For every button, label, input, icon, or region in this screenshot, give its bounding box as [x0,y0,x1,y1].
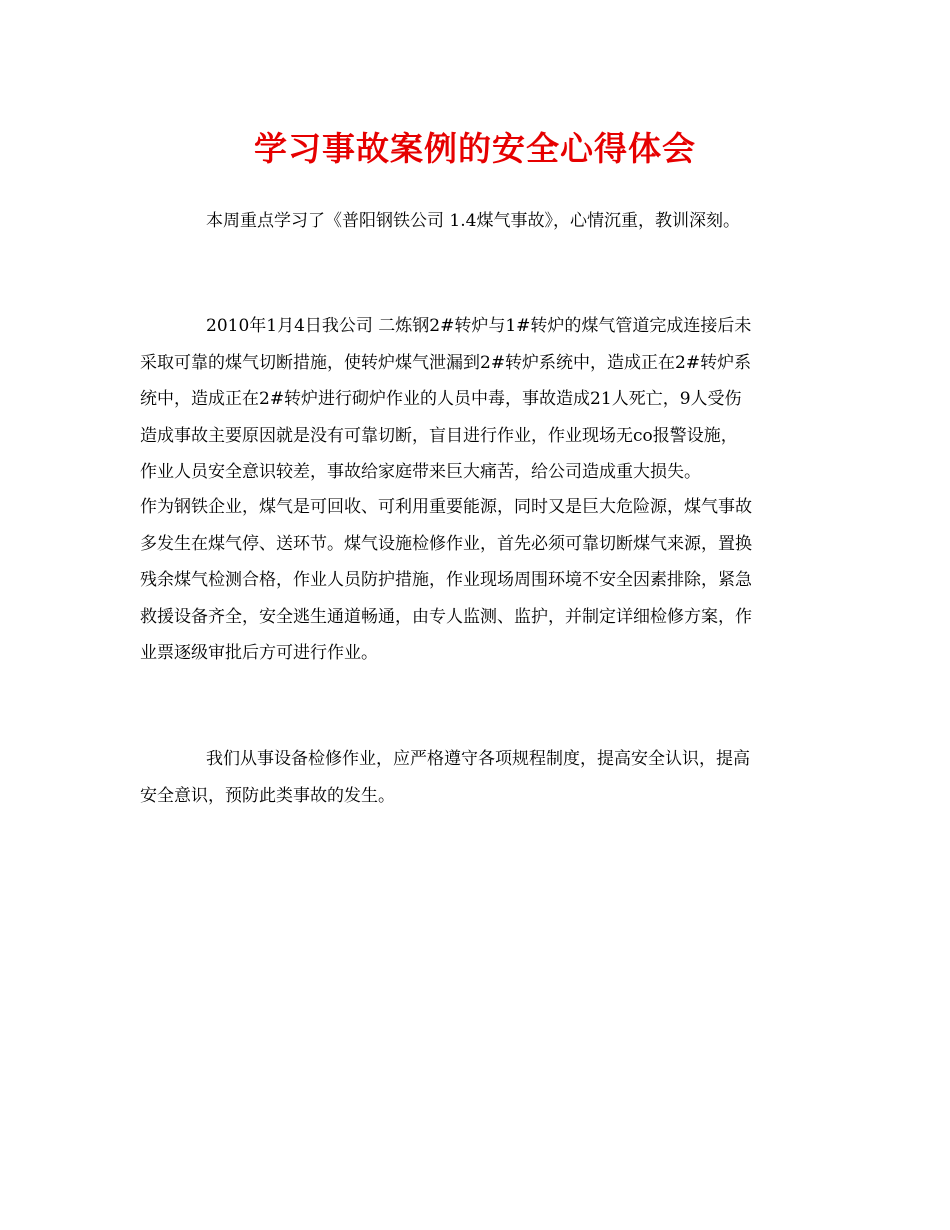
paragraph-line: 作业人员安全意识较差，事故给家庭带来巨大痛苦，给公司造成重大损失。 [140,462,701,482]
paragraph-line: 采取可靠的煤气切断措施，使转炉煤气泄漏到2#转炉系统中，造成正在2#转炉系 [140,352,752,373]
paragraph-line: 残余煤气检测合格，作业人员防护措施，作业现场周围环境不安全因素排除，紧急 [140,570,752,590]
paragraph-gas-safety [140,489,820,672]
paragraph-line: 本周重点学习了《普阳钢铁公司 1.4煤气事故》，心情沉重，教训深刻。 [206,211,740,231]
paragraph-line: 统中，造成正在2#转炉进行砌炉作业的人员中毒，事故造成21人死亡，9人受伤 [140,389,742,409]
paragraph-intro [140,203,820,240]
paragraph-line: 多发生在煤气停、送环节。煤气设施检修作业，首先必须可靠切断煤气来源，置换 [140,533,752,554]
paragraph-line: 作为钢铁企业，煤气是可回收、可利用重要能源，同时又是巨大危险源，煤气事故 [140,497,752,517]
paragraph-conclusion [140,741,820,814]
paragraph-line: 业票逐级审批后方可进行作业。 [140,643,378,663]
document-title: 学习事故案例的安全心得体会 [254,129,696,168]
paragraph-line: 安全意识，预防此类事故的发生。 [140,785,395,806]
paragraph-line: 造成事故主要原因就是没有可靠切断，盲目进行作业，作业现场无co报警设施， [140,425,738,446]
paragraph-line: 我们从事设备检修作业，应严格遵守各项规程制度，提高安全认识，提高 [206,749,750,769]
paragraph-accident-description [140,308,820,491]
paragraph-line: 2010年1月4日我公司 二炼钢2#转炉与1#转炉的煤气管道完成连接后未 [206,316,752,336]
paragraph-line: 救援设备齐全，安全逃生通道畅通，由专人监测、监护，并制定详细检修方案，作 [140,606,752,627]
